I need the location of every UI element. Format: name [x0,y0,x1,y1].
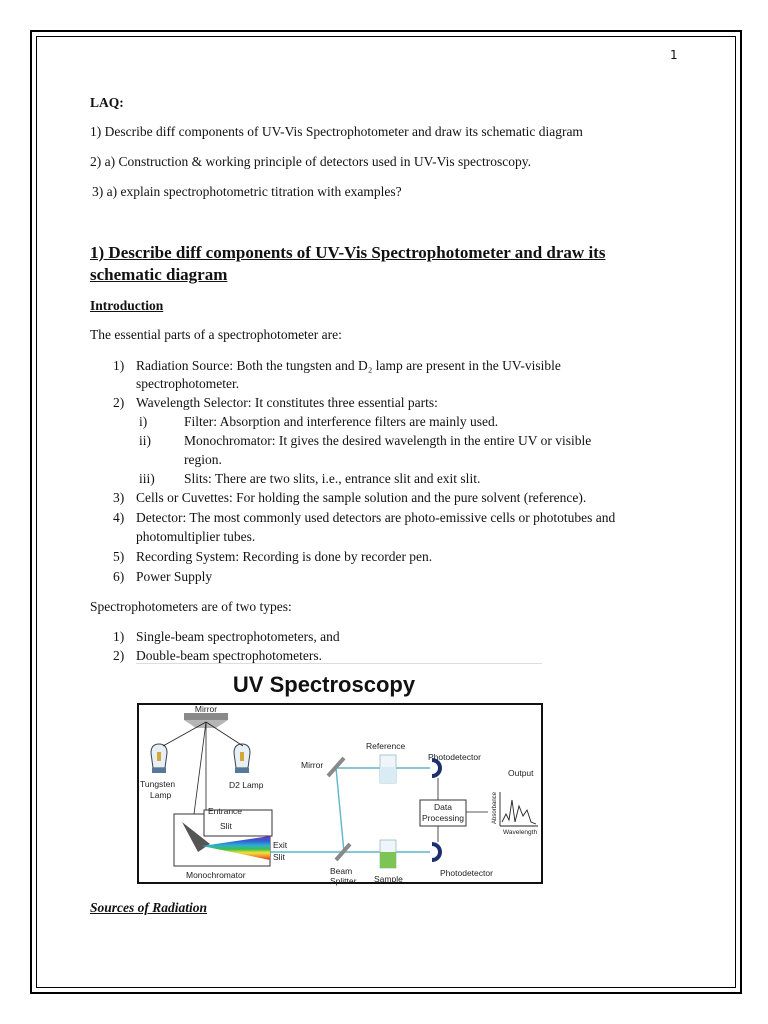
section-title-line-1: 1) Describe diff components of UV-Vis Spectrophotometer and draw its [90,243,606,262]
mid-mirror-label: Mirror [301,760,324,770]
photodetector-top-label: Photodetector [428,752,481,762]
absorbance-axis-label: Absorbance [492,791,498,824]
tungsten-label-1: Tungsten [140,779,176,789]
exit-slit-label-1: Exit [273,840,288,850]
laq-question-2: 2) a) Construction & working principle of detectors used in UV-Vis spectroscopy. [90,154,531,169]
wavelength-axis-label: Wavelength [503,829,538,836]
diagram-title: UV Spectroscopy [232,672,416,697]
d2-lamp-label: D2 Lamp [229,780,264,790]
exit-slit-label-2: Slit [273,852,285,862]
sources-of-radiation-heading: Sources of Radiation [90,900,208,915]
d2-lamp-icon [234,744,250,773]
data-processing-label-1: Data [434,802,452,812]
tungsten-label-2: Lamp [150,790,172,800]
reference-label: Reference [366,741,406,751]
laq-heading: LAQ: [90,95,124,110]
uv-spectroscopy-diagram [136,664,546,886]
introduction-heading: Introduction [90,298,164,313]
monochromator-label: Monochromator [186,870,246,880]
output-label: Output [508,768,534,778]
tungsten-lamp-icon [151,744,167,773]
beam-splitter-label-1: Beam [330,866,353,876]
introduction-text: The essential parts of a spectrophotometer are: [90,327,342,342]
top-mirror [184,713,228,720]
sample-cuvette [380,840,396,868]
photodetector-bottom-label: Photodetector [440,868,493,878]
top-mirror-label: Mirror [194,704,218,714]
sample-label: Sample [374,874,403,884]
entrance-slit-label-2: Slit [220,821,232,831]
section-title-line-2: schematic diagram [90,265,228,284]
laq-question-3: 3) a) explain spectrophotometric titration with examples? [92,184,402,199]
beam-splitter-label-2: Splitter [330,876,357,886]
data-processing-label-2: Processing [421,813,465,823]
entrance-slit-label-1: Entrance [208,806,243,816]
laq-question-1: 1) Describe diff components of UV-Vis Spectrophotometer and draw its schematic diagram [90,124,583,139]
reference-cuvette [380,755,396,783]
page-number: 1 [670,48,678,62]
types-intro-text: Spectrophotometers are of two types: [90,599,292,614]
